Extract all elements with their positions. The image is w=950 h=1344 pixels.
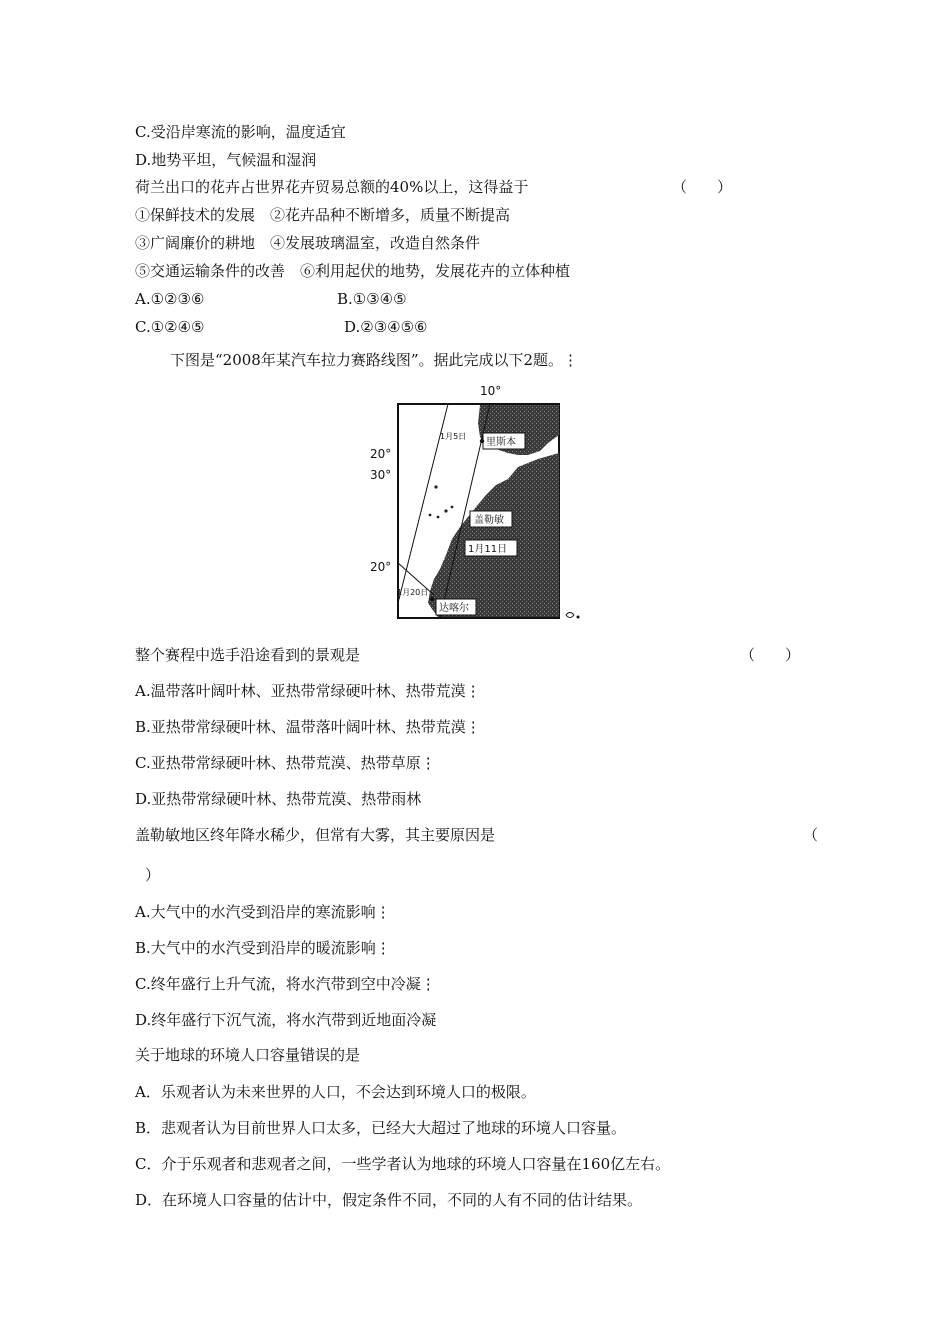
option-c-prev: C.受沿岸寒流的影响，温度适宜 <box>135 123 346 141</box>
rally-route-map <box>368 383 586 629</box>
option-c-landscape: C.亚热带常绿硬叶林、热带荒漠、热带草原⋮ <box>135 754 436 772</box>
option-d-capacity: D．在环境人口容量的估计中，假定条件不同，不同的人有不同的估计结果。 <box>135 1191 643 1209</box>
flower-item-line-1: ①保鲜技术的发展 ②花卉品种不断增多，质量不断提高 <box>135 206 511 224</box>
option-c-capacity: C．介于乐观者和悲观者之间，一些学者认为地球的环境人口容量在160亿左右。 <box>135 1155 671 1173</box>
lat-label-20-top: 20° <box>370 447 392 461</box>
city-label-lisbon: 里斯本 <box>486 437 516 448</box>
option-d-flower: D.②③④⑤⑥ <box>344 318 428 336</box>
flower-item-line-2: ③广阔廉价的耕地 ④发展玻璃温室，改造自然条件 <box>135 234 481 252</box>
option-b-capacity: B．悲观者认为目前世界人口太多，已经大大超过了地球的环境人口容量。 <box>135 1119 627 1137</box>
date-label-dakar: 1月20日 <box>397 588 429 597</box>
option-b-fog: B.大气中的水汽受到沿岸的暖流影响⋮ <box>135 939 391 957</box>
option-c-fog: C.终年盛行上升气流，将水汽带到空中冷凝⋮ <box>135 975 436 993</box>
question-stem-capacity: 关于地球的环境人口容量错误的是 <box>135 1046 361 1064</box>
lat-label-20-bottom: 20° <box>370 560 392 574</box>
question-stem-fog: 盖勒敏地区终年降水稀少，但常有大雾，其主要原因是 <box>135 826 496 844</box>
answer-paren-open-fog: （ <box>803 826 819 844</box>
city-label-gelemin: 盖勒敏 <box>474 515 504 526</box>
answer-paren-landscape: （ ） <box>740 646 801 664</box>
answer-paren-flower: （ ） <box>672 178 733 196</box>
date-label-lisbon: 1月5日 <box>440 432 467 441</box>
option-a-landscape: A.温带落叶阔叶林、亚热带常绿硬叶林、热带荒漠⋮ <box>135 682 481 700</box>
lat-label-30: 30° <box>370 468 392 482</box>
option-c-flower: C.①②④⑤ <box>135 318 205 336</box>
date-label-gelemin: 1月11日 <box>468 544 508 555</box>
answer-paren-close-fog: ） <box>145 866 161 884</box>
city-label-dakar: 达喀尔 <box>439 603 469 614</box>
map-intro-text: 下图是“2008年某汽车拉力赛路线图”。据此完成以下2题。⋮ <box>170 351 579 369</box>
lon-label-10: 10° <box>480 384 502 398</box>
question-stem-flower: 荷兰出口的花卉占世界花卉贸易总额的40%以上，这得益于 <box>135 178 529 196</box>
option-d-fog: D.终年盛行下沉气流，将水汽带到近地面冷凝 <box>135 1011 437 1029</box>
question-stem-landscape: 整个赛程中选手沿途看到的景观是 <box>135 646 361 664</box>
option-b-flower: B.①③④⑤ <box>337 290 407 308</box>
flower-item-line-3: ⑤交通运输条件的改善 ⑥利用起伏的地势，发展花卉的立体种植 <box>135 262 571 280</box>
option-a-capacity: A．乐观者认为未来世界的人口，不会达到环境人口的极限。 <box>135 1083 536 1101</box>
option-a-flower: A.①②③⑥ <box>135 290 205 308</box>
option-d-landscape: D.亚热带常绿硬叶林、热带荒漠、热带雨林 <box>135 790 422 808</box>
option-a-fog: A.大气中的水汽受到沿岸的寒流影响⋮ <box>135 903 391 921</box>
option-b-landscape: B.亚热带常绿硬叶林、温带落叶阔叶林、热带荒漠⋮ <box>135 718 481 736</box>
option-d-prev: D.地势平坦，气候温和湿润 <box>135 151 317 169</box>
